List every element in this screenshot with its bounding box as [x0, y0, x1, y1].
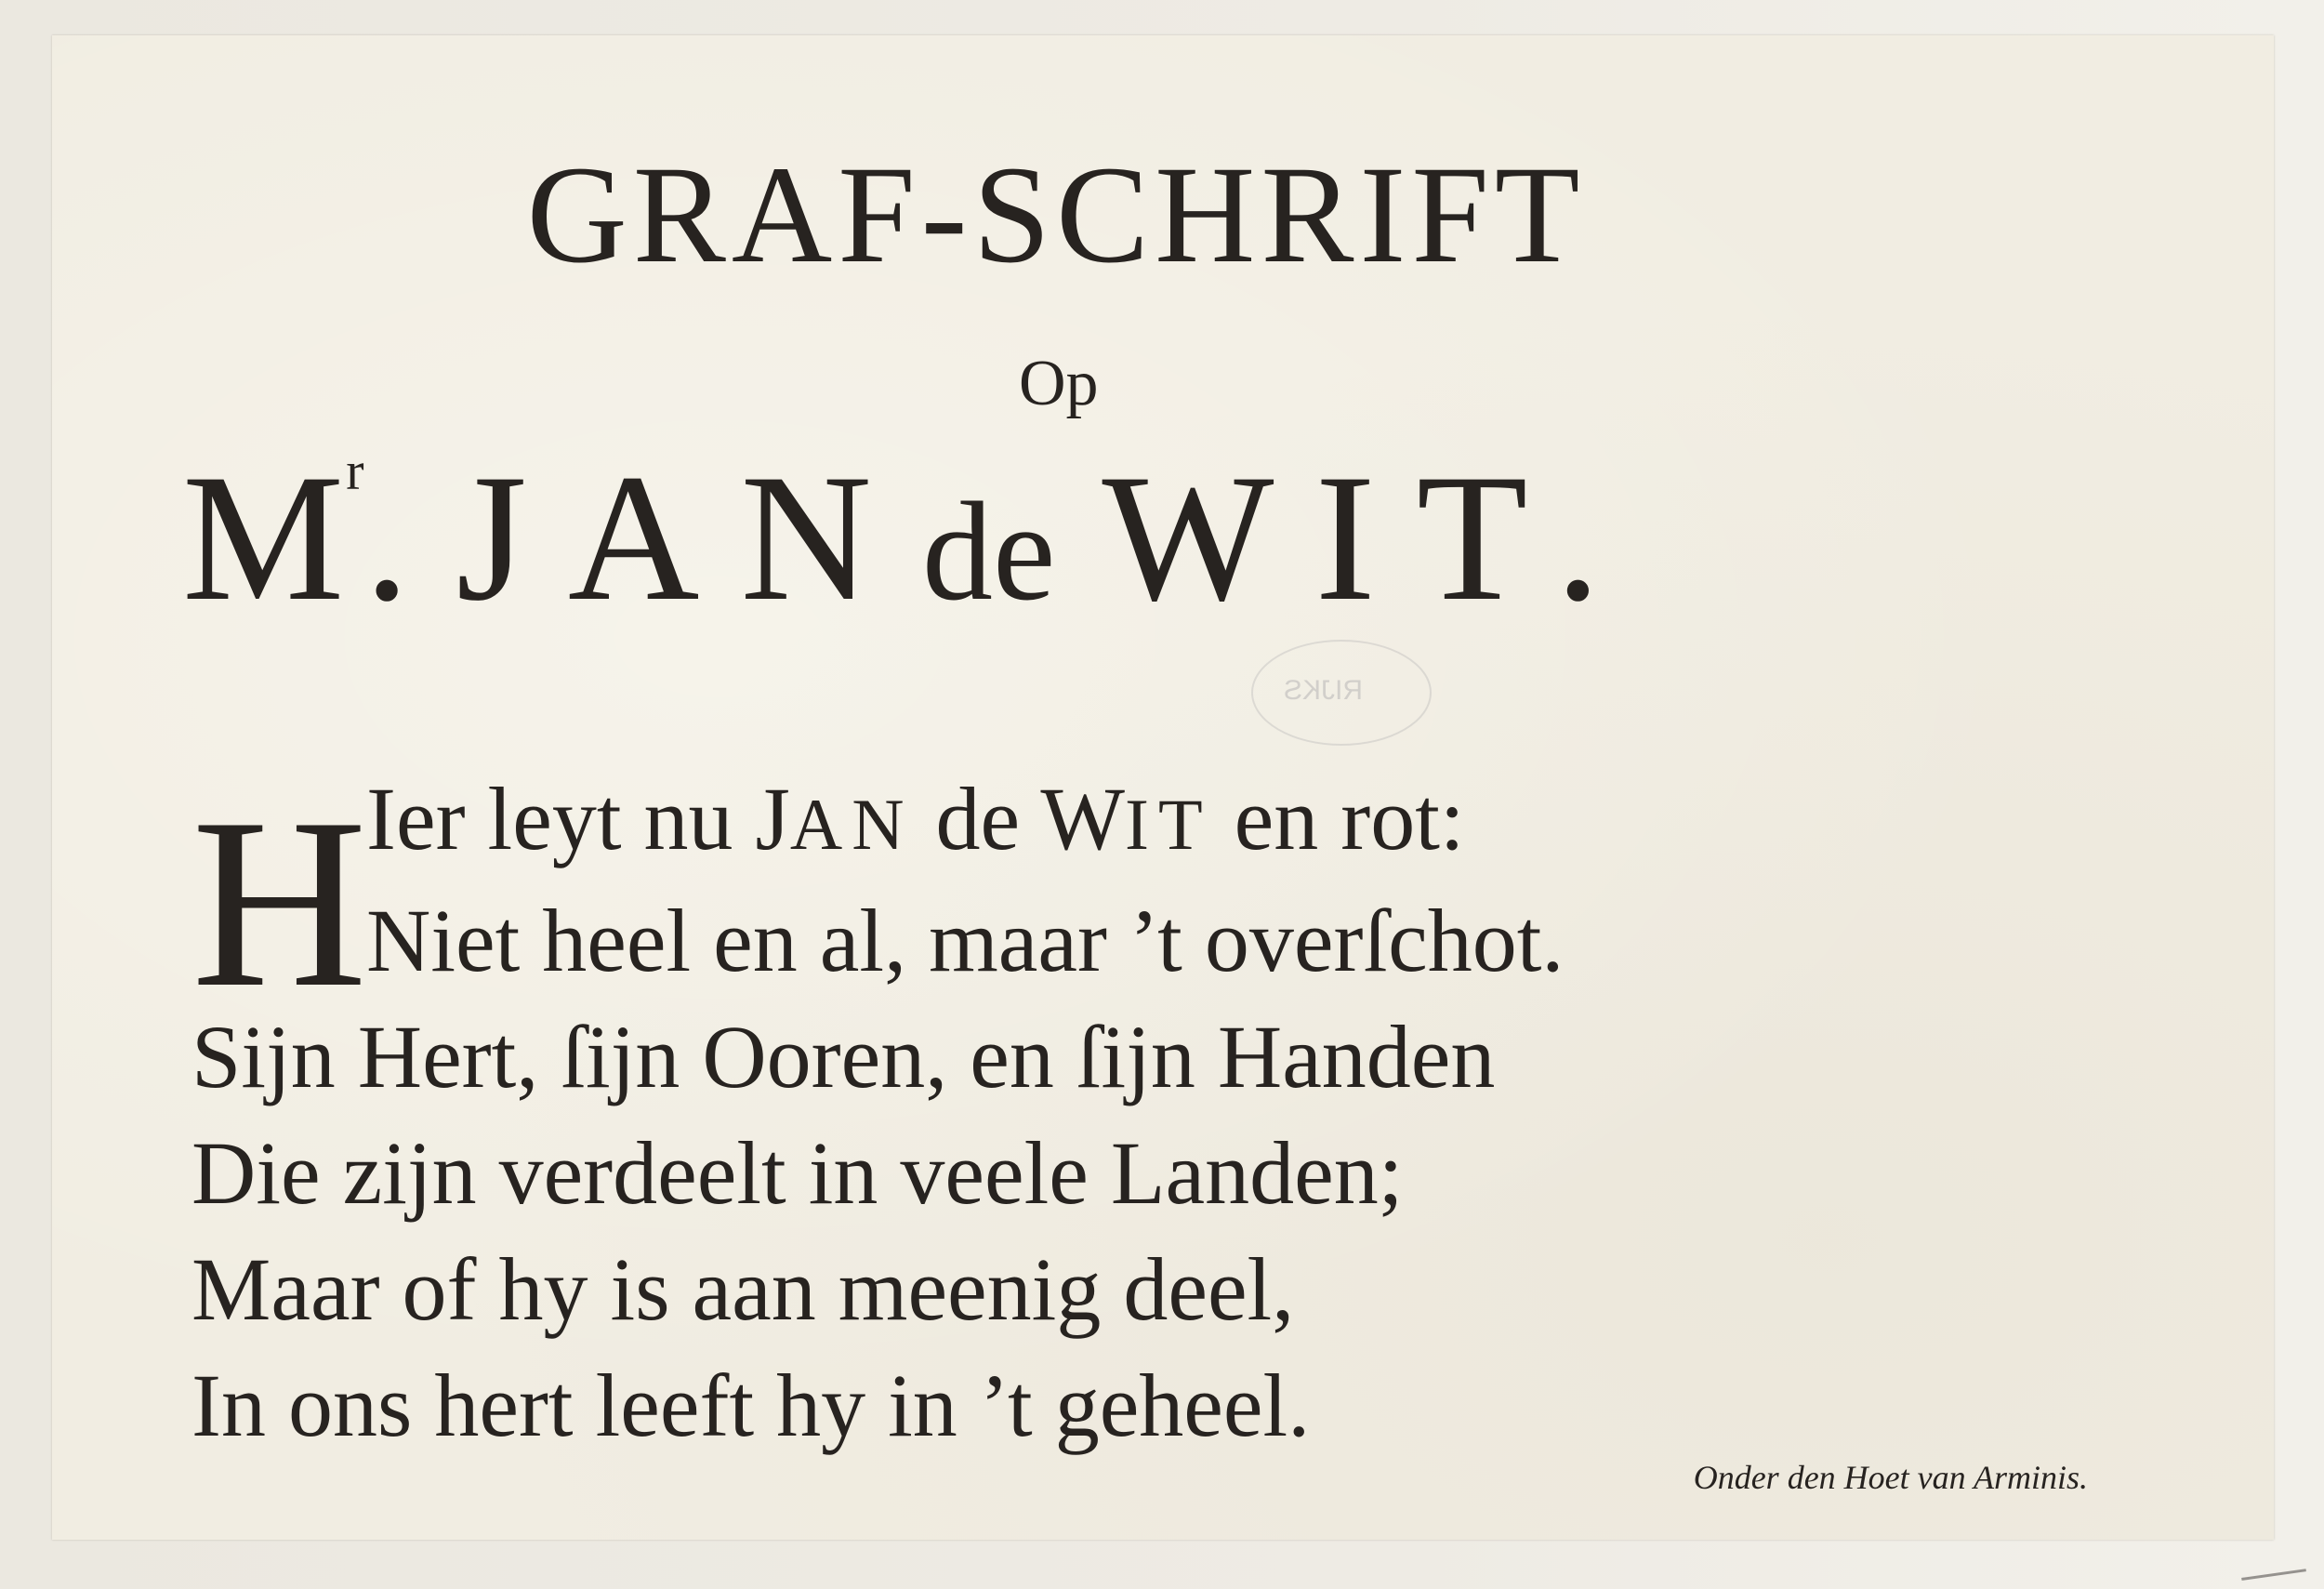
name-prefix-superscript: r	[346, 441, 364, 501]
verse-line-6: In ons hert leeft hy in ’t geheel.	[191, 1356, 1311, 1455]
verse-line-2: Niet heel en al, maar ’t overſchot.	[366, 891, 1565, 990]
name-last: WIT.	[1102, 437, 1642, 639]
verse-name-it: IT	[1125, 784, 1212, 865]
pencil-mark	[2241, 1569, 2308, 1589]
collection-stamp-text: RIJKS	[1284, 675, 1364, 706]
verse-line-1	[191, 761, 2190, 882]
subject-name	[182, 437, 2134, 639]
name-particle: de	[921, 473, 1056, 629]
verse-line-1-mid: de	[913, 769, 1041, 868]
verse-line-3: Sijn Hert, ſijn Ooren, en ſijn Handen	[191, 1007, 1496, 1106]
verse-line-4: Die zijn verdeelt in veele Landen;	[191, 1123, 1404, 1223]
epitaph-verse	[191, 761, 2190, 1463]
document-title: GRAF-SCHRIFT	[526, 138, 1586, 292]
printed-sheet	[52, 35, 2274, 1540]
verse-line-1-end: en rot:	[1211, 769, 1465, 868]
document-subtitle: Op	[1019, 348, 1099, 419]
name-first: JAN	[456, 437, 913, 639]
verse-name-an: AN	[789, 784, 914, 865]
verse-name-w: W	[1040, 769, 1126, 868]
printer-imprint: Onder den Hoet van Arminis.	[1693, 1459, 2088, 1496]
drop-cap: H	[191, 768, 368, 1038]
name-prefix-letter: M	[182, 437, 345, 639]
name-prefix-dot: .	[363, 437, 410, 639]
verse-line-1-start: Ier leyt nu	[366, 769, 756, 868]
verse-name-j: J	[755, 769, 790, 868]
verse-line-5: Maar of hy is aan meenig deel,	[191, 1239, 1295, 1339]
